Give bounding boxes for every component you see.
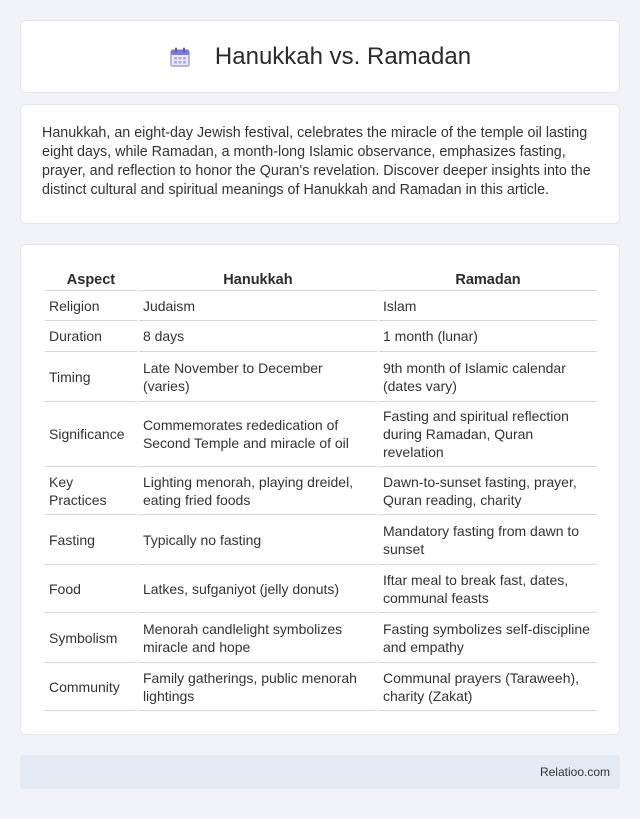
table-row — [45, 467, 597, 515]
header-aspect: Aspect — [45, 265, 137, 291]
header-ramadan: Ramadan — [379, 265, 597, 291]
ramadan-cell: Dawn-to-sunset fasting, prayer, Quran reading, charity — [379, 467, 597, 515]
table-row — [45, 402, 597, 467]
aspect-cell: Significance — [45, 402, 137, 467]
table-row — [45, 352, 597, 402]
table-header-row — [45, 265, 597, 291]
intro-paragraph: Hanukkah, an eight-day Jewish festival, celebrates the miracle of the temple oil lasting eight days, while Ramadan, a month-long Islamic observance, emphasizes fasting, prayer, and reflection to honor the Quran's revelation. Discover deeper insights into the distinct cultural and spiritual meanings of Hanukkah and Ramadan in this article. — [42, 125, 591, 198]
aspect-cell: Food — [45, 565, 137, 613]
ramadan-cell: Communal prayers (Taraweeh), charity (Zakat) — [379, 663, 597, 711]
ramadan-cell: Mandatory fasting from dawn to sunset — [379, 515, 597, 565]
ramadan-cell: 9th month of Islamic calendar (dates vary) — [379, 352, 597, 402]
hanukkah-cell: Judaism — [139, 291, 377, 321]
hanukkah-cell: Late November to December (varies) — [139, 352, 377, 402]
hanukkah-cell: Typically no fasting — [139, 515, 377, 565]
hanukkah-cell: Latkes, sufganiyot (jelly donuts) — [139, 565, 377, 613]
table-row — [45, 613, 597, 663]
table-row — [45, 515, 597, 565]
aspect-cell: Timing — [45, 352, 137, 402]
aspect-cell: Duration — [45, 321, 137, 352]
hanukkah-cell: Commemorates rededication of Second Temple and miracle of oil — [139, 402, 377, 467]
aspect-cell: Key Practices — [45, 467, 137, 515]
table-row — [45, 321, 597, 352]
ramadan-cell: Iftar meal to break fast, dates, communal feasts — [379, 565, 597, 613]
comparison-table — [43, 265, 599, 711]
aspect-cell: Fasting — [45, 515, 137, 565]
table-row — [45, 565, 597, 613]
intro-card — [20, 104, 620, 224]
hanukkah-cell: Lighting menorah, playing dreidel, eating fried foods — [139, 467, 377, 515]
ramadan-cell: 1 month (lunar) — [379, 321, 597, 352]
aspect-cell: Religion — [45, 291, 137, 321]
footer — [20, 755, 620, 789]
hanukkah-cell: Family gatherings, public menorah lightings — [139, 663, 377, 711]
hanukkah-cell: Menorah candlelight symbolizes miracle and hope — [139, 613, 377, 663]
ramadan-cell: Islam — [379, 291, 597, 321]
table-row — [45, 663, 597, 711]
comparison-card — [20, 244, 620, 735]
hanukkah-cell: 8 days — [139, 321, 377, 352]
header-hanukkah: Hanukkah — [139, 265, 377, 291]
ramadan-cell: Fasting and spiritual reflection during Ramadan, Quran revelation — [379, 402, 597, 467]
calendar-icon — [169, 46, 191, 68]
table-row — [45, 291, 597, 321]
page-title: Hanukkah vs. Ramadan — [214, 42, 472, 70]
footer-brand[interactable]: Relatioo.com — [539, 765, 610, 779]
title-card — [20, 20, 620, 93]
ramadan-cell: Fasting symbolizes self-discipline and empathy — [379, 613, 597, 663]
aspect-cell: Symbolism — [45, 613, 137, 663]
aspect-cell: Community — [45, 663, 137, 711]
